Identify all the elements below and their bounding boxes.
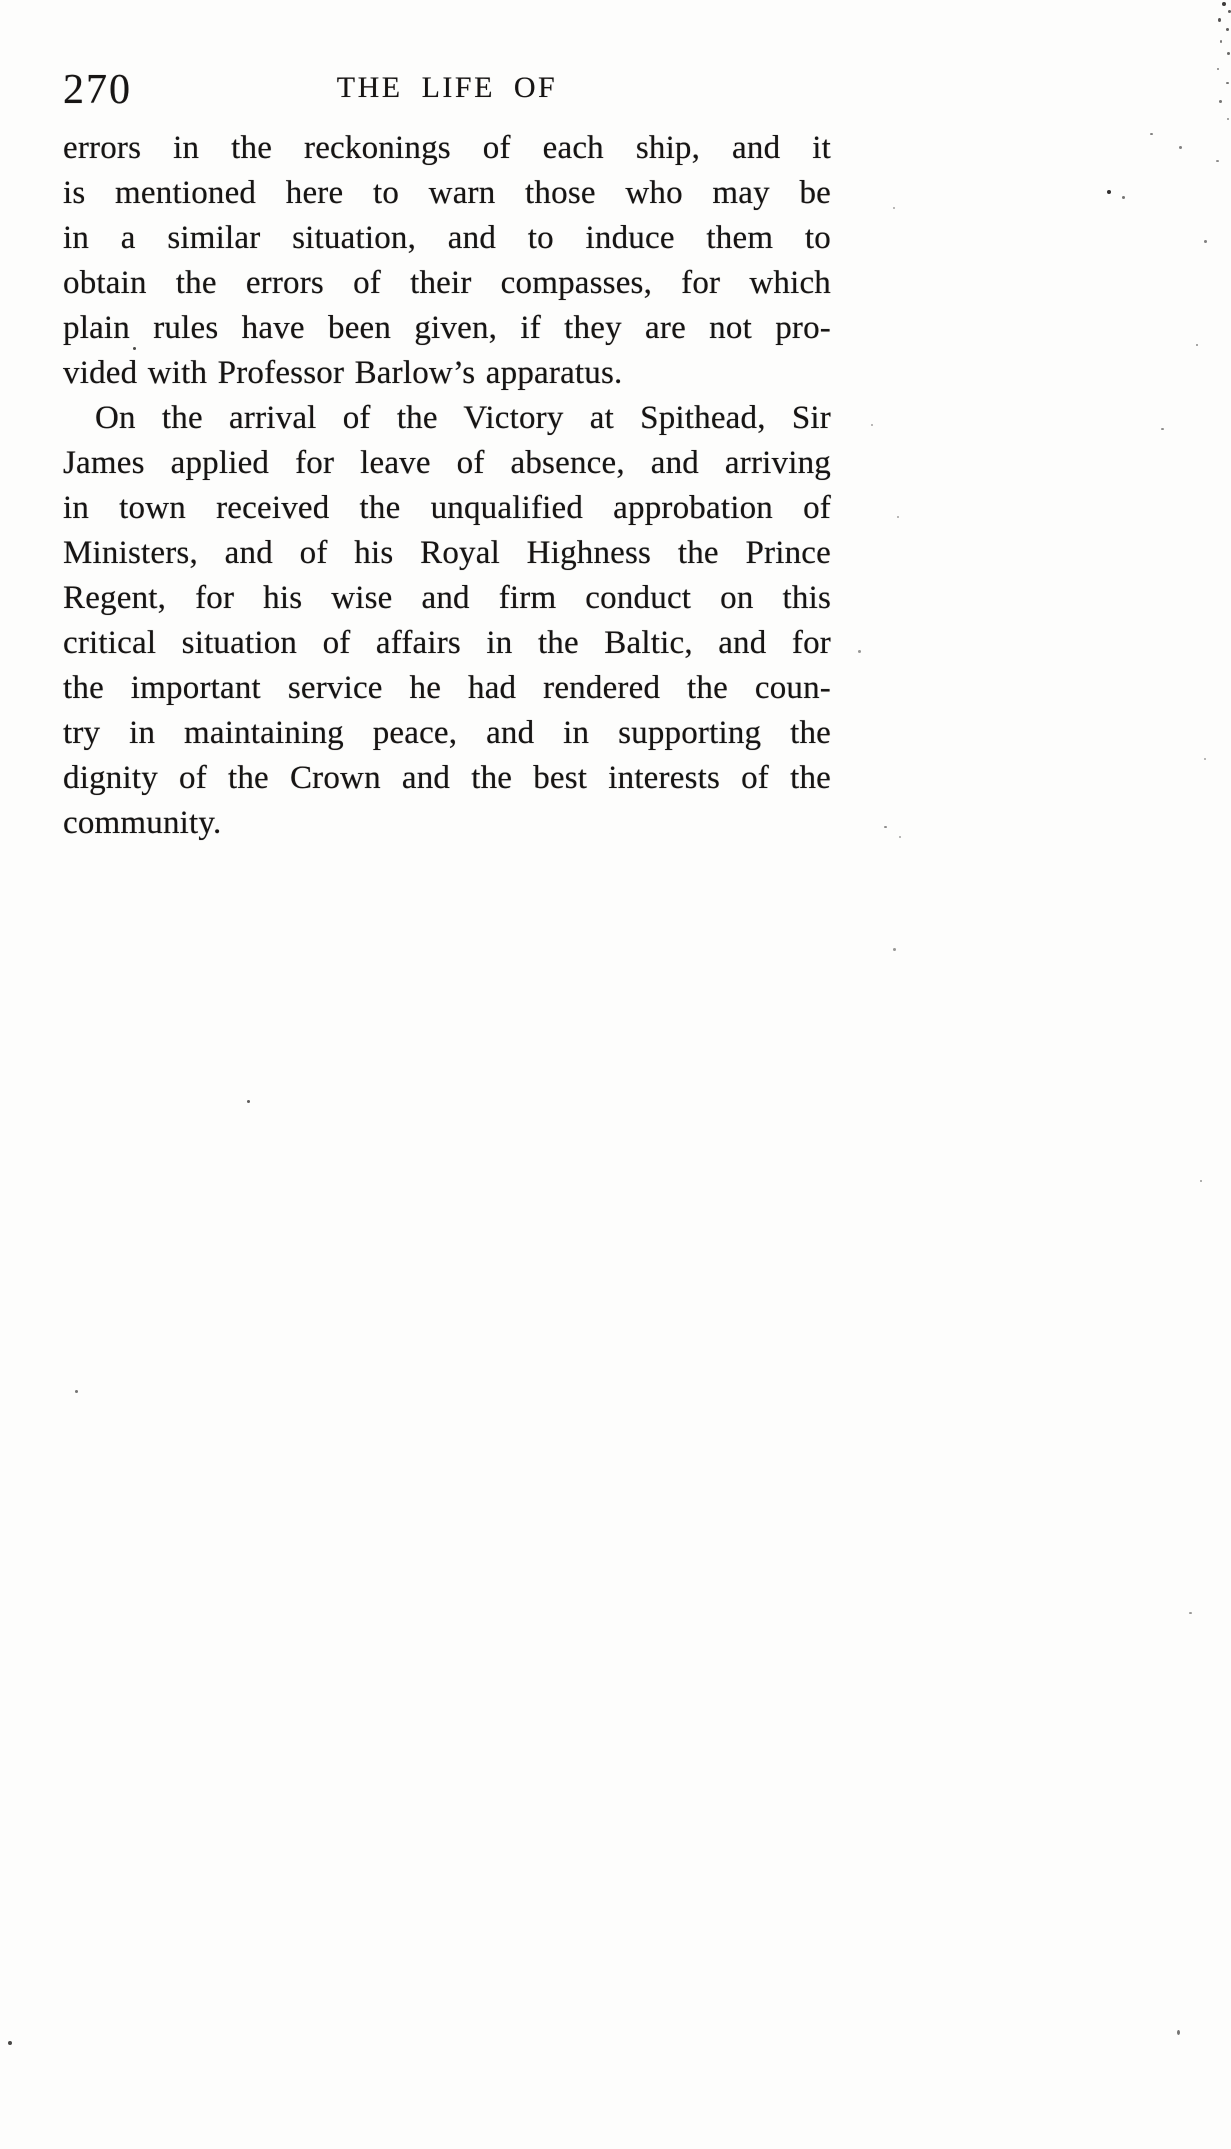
text-line: the important service he had rendered the coun- bbox=[63, 670, 831, 706]
text-line: critical situation of affairs in the Baltic, and for bbox=[63, 625, 831, 661]
ink-speck bbox=[8, 2041, 12, 2045]
ink-speck bbox=[1227, 52, 1230, 55]
text-line: James applied for leave of absence, and arriving bbox=[63, 445, 831, 481]
text-line: dignity of the Crown and the best interests of the bbox=[63, 760, 831, 796]
ink-speck bbox=[1200, 1180, 1202, 1182]
text-line: obtain the errors of their compasses, for which bbox=[63, 265, 831, 301]
text-line: try in maintaining peace, and in supporting the bbox=[63, 715, 831, 751]
ink-speck bbox=[858, 650, 861, 653]
ink-speck bbox=[1218, 18, 1221, 22]
text-line: vided with Professor Barlow’s apparatus. bbox=[63, 355, 623, 391]
ink-speck bbox=[247, 1100, 250, 1103]
ink-speck bbox=[1219, 100, 1222, 103]
ink-speck bbox=[893, 948, 896, 951]
text-line: in town received the unqualified approbation of bbox=[63, 490, 831, 526]
text-line: errors in the reckonings of each ship, and it bbox=[63, 130, 831, 166]
page-header bbox=[63, 66, 831, 118]
paragraph bbox=[63, 126, 831, 396]
ink-speck bbox=[897, 516, 899, 518]
running-header: THE LIFE OF bbox=[336, 71, 558, 104]
ink-speck bbox=[1220, 40, 1222, 43]
page-number: 270 bbox=[63, 67, 132, 113]
ink-speck bbox=[1226, 82, 1229, 84]
ink-speck bbox=[1122, 196, 1125, 199]
page-body-text bbox=[63, 126, 831, 846]
ink-speck bbox=[899, 836, 901, 838]
text-line: plain rules have been given, if they are not pro- bbox=[63, 310, 831, 346]
ink-speck bbox=[1196, 344, 1198, 346]
ink-speck bbox=[1226, 28, 1229, 31]
text-line: in a similar situation, and to induce them to bbox=[63, 220, 831, 256]
text-line: community. bbox=[63, 805, 222, 841]
ink-speck bbox=[1179, 146, 1182, 149]
ink-speck bbox=[1189, 1612, 1192, 1614]
text-line: Ministers, and of his Royal Highness the Prince bbox=[63, 535, 831, 571]
text-line: On the arrival of the Victory at Spithead, Sir bbox=[95, 400, 831, 436]
ink-speck bbox=[884, 826, 887, 828]
ink-speck bbox=[1204, 758, 1206, 760]
ink-speck bbox=[1107, 190, 1111, 194]
ink-speck bbox=[1227, 118, 1229, 120]
text-line: is mentioned here to warn those who may be bbox=[63, 175, 831, 211]
ink-speck bbox=[1204, 240, 1207, 243]
ink-speck bbox=[1217, 68, 1219, 70]
ink-speck bbox=[893, 207, 895, 209]
ink-speck bbox=[1222, 2, 1226, 6]
paragraph bbox=[63, 396, 831, 846]
ink-speck bbox=[1177, 2030, 1180, 2035]
ink-speck bbox=[1161, 428, 1164, 430]
ink-speck bbox=[75, 1390, 78, 1393]
ink-speck bbox=[1216, 160, 1219, 162]
text-line: Regent, for his wise and firm conduct on this bbox=[63, 580, 831, 616]
ink-speck bbox=[871, 424, 873, 426]
ink-speck bbox=[1150, 133, 1153, 135]
